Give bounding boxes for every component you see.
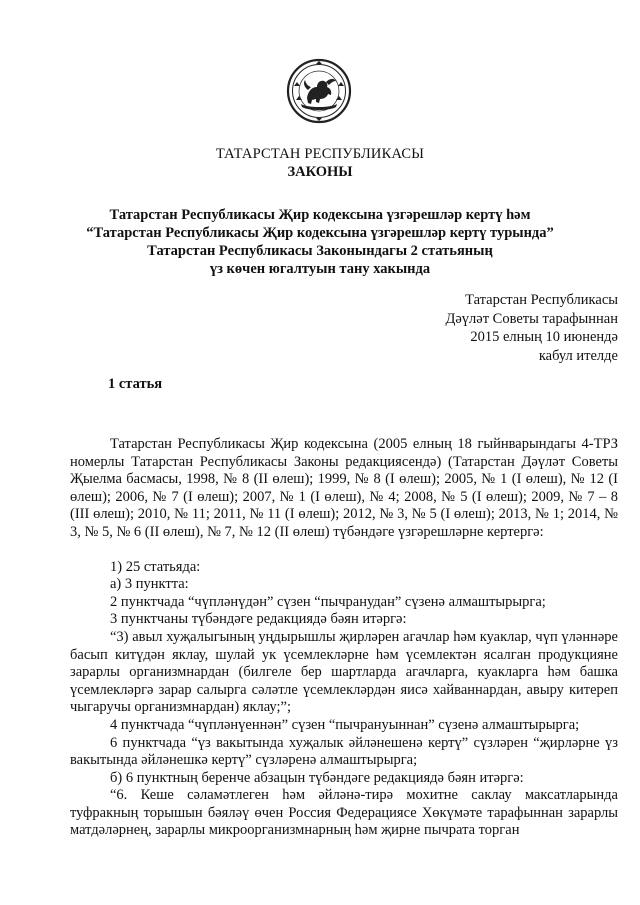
- adoption-line: кабул ителде: [538, 347, 618, 364]
- law-title-line: “Татарстан Республикасы Җир кодексына үзгәрешләр кертү турында”: [86, 225, 554, 241]
- paragraph: а) 3 пунктта:: [110, 576, 189, 593]
- paragraph: 4 пунктчада “чүпләнүеннән” сүзен “пычрануыннан” сүзенә алмаштырырга;: [110, 716, 580, 733]
- paragraph: 1) 25 статьяда:: [110, 558, 201, 575]
- article-heading: 1 статья: [108, 376, 163, 392]
- tatarstan-coat-of-arms-icon: [286, 58, 352, 124]
- law-title: [0, 206, 640, 278]
- republic-heading: ТАТАРСТАН РЕСПУБЛИКАСЫ: [215, 146, 425, 162]
- paragraph: Татарстан Республикасы Җир кодексына (2005 елның 18 гыйнварындагы 4-ТРЗ номерлы Татарстан Республикасы Законы редакциясендә) (Татарстан Дәүләт Советы Җыелма басмасы, 1998, № 8 (II өлеш); 1999, № 8 (I өлеш); 2005, № 1 (I өлеш), № 12 (I өлеш); 2006, № 7 (I өлеш); 2007, № 1 (I өлеш), № 4; 2008, № 5 (I өлеш); 2009, № 7 – 8 (III өлеш); 2010, № 11; 2011, № 11 (I өлеш); 2012, № 3, № 5 (I өлеш); 2013, № 1; 2014, № 3, № 5, № 6 (II өлеш), № 7, № 12 (II өлеш) түбәндәге үзгәрешләрне кертергә:: [70, 436, 618, 540]
- article-body: [70, 436, 618, 840]
- paragraph: б) 6 пунктның беренче абзацын түбәндәге редакциядә бәян итәргә:: [110, 769, 524, 786]
- adoption-line: 2015 елның 10 июнендә: [470, 329, 618, 345]
- law-title-line: Татарстан Республикасы Законындагы 2 статьяның: [147, 243, 493, 259]
- paragraph: 2 пунктчада “чүпләнүдән” сүзен “пычранудан” сүзенә алмаштырырга;: [110, 593, 546, 610]
- law-title-line: Татарстан Республикасы Җир кодексына үзгәрешләр кертү һәм: [109, 207, 531, 223]
- law-title-line: үз көчен югалтуын тану хакында: [209, 261, 431, 277]
- adoption-line: Дәүләт Советы тарафыннан: [445, 310, 618, 327]
- law-heading: ЗАКОНЫ: [287, 164, 353, 180]
- paragraph: 6 пунктчада “үз вакытында хуҗалык әйләнешенә кертү” сүзләрен “җирләрне үз вакытында әйләнешкә кертү” сүзләренә алмаштырырга;: [70, 734, 618, 769]
- adoption-line: Татарстан Республикасы: [465, 292, 618, 308]
- paragraph: 3 пунктчаны түбәндәге редакциядә бәян итәргә:: [110, 611, 407, 628]
- adoption-note: [445, 291, 618, 365]
- paragraph: “6. Кеше сәламәтлеген һәм әйләнә-тирә мохитне саклау максатларында туфракның торышын бәяләү өчен Россия Федерациясе Хөкүмәте тарафыннан зарарлы матдәләрнең, зарарлы микроорганизмнарның һәм җирне пычрата торган: [70, 787, 618, 839]
- paragraph: “3) авыл хуҗалыгының уңдырышлы җирләрен агачлар һәм куаклар, чүп үләннәре басып китүдән яклау, шулай ук үсемлекләрне һәм үсемлектән ясалган продукцияне зарарлы организмнардан (билгеле бер шартларда агачларга, куакларга һәм башка үсемлекләргә зарар салырга сәләтле үсемлекләрдән яисә хайваннардан, авыру китереп чыгаручы организмнардан) яклау;”;: [70, 628, 618, 716]
